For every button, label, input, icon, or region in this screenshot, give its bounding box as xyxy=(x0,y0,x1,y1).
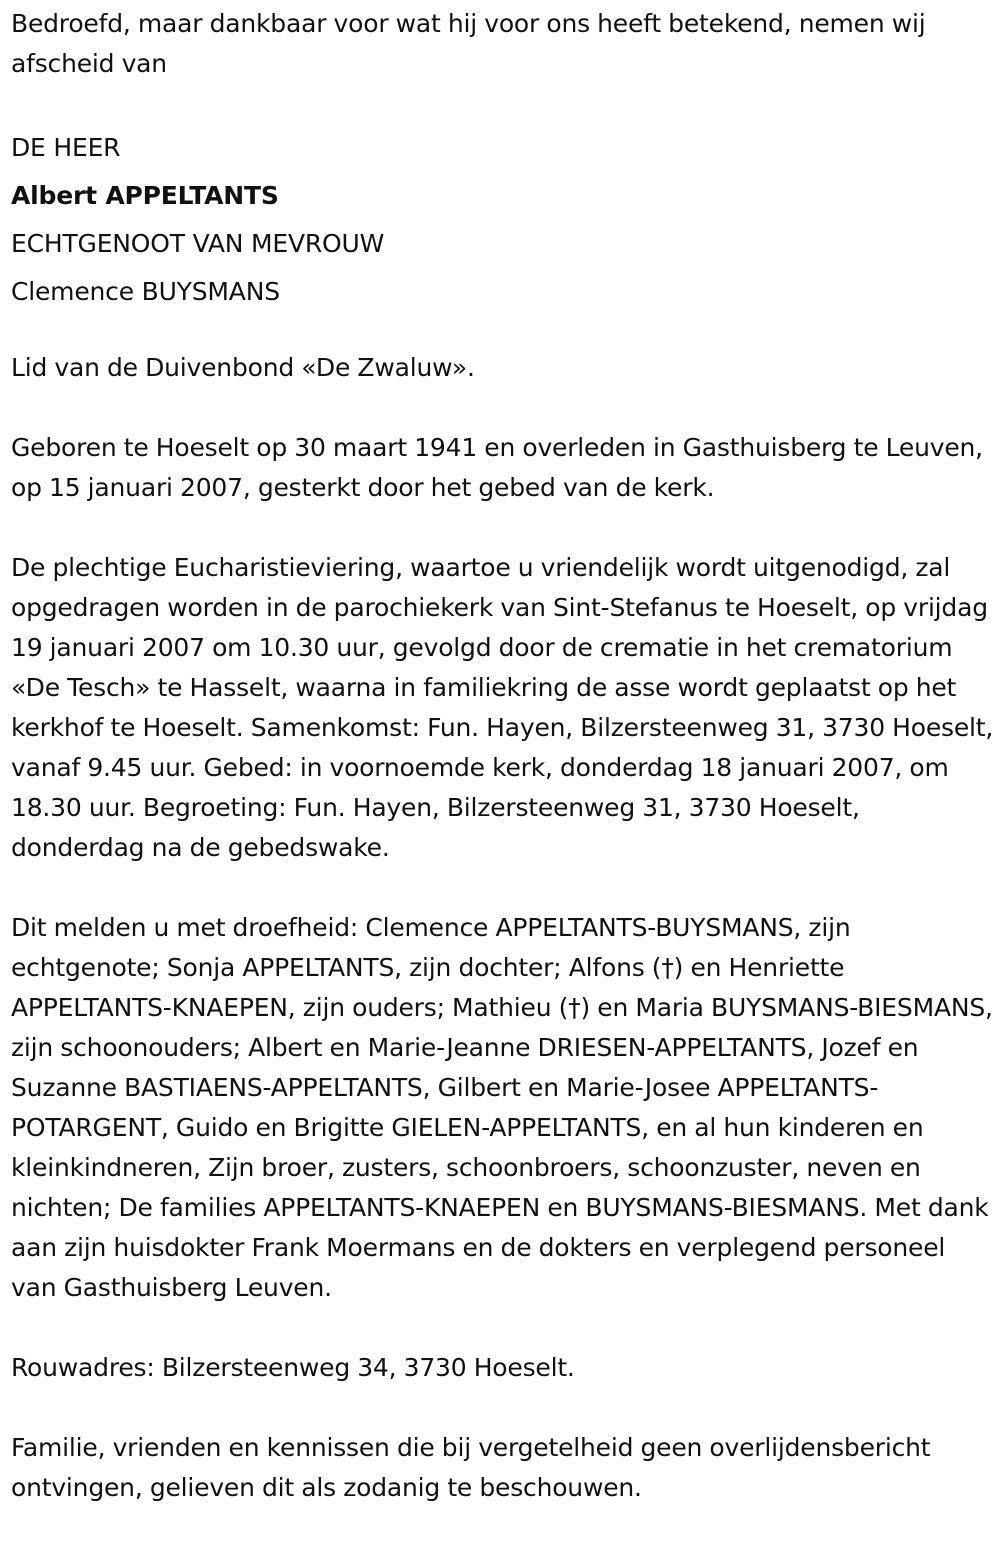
deceased-name: Albert APPELTANTS xyxy=(11,181,279,210)
intro-paragraph: Bedroefd, maar dankbaar voor wat hij voor ons heeft betekend, nemen wij afscheid van xyxy=(11,9,926,78)
spacer xyxy=(11,1388,997,1428)
spacer xyxy=(11,316,997,348)
family-paragraph: Dit melden u met droefheid: Clemence APPELTANTS-BUYSMANS, zijn echtgenote; Sonja APPELTANTS, zijn dochter; Alfons (†) en Henriette APPELTANTS-KNAEPEN, zijn ouders; Mathieu (†) en Maria BUYSMANS-BIESMANS, zijn schoonouders; Albert en Marie-Jeanne DRIESEN-APPELTANTS, Jozef en Suzanne BASTIAENS-APPELTANTS, Gilbert en Marie-Josee APPELTANTS-POTARGENT, Guido en Brigitte GIELEN-APPELTANTS, en al hun kinderen en kleinkindneren, Zijn broer, zusters, schoonbroers, schoonzuster, neven en nichten; De families APPELTANTS-KNAEPEN en BUYSMANS-BIESMANS. Met dank aan zijn huisdokter Frank Moermans en de dokters en verplegend personeel van Gasthuisberg Leuven. xyxy=(11,913,993,1302)
title-line: DE HEER xyxy=(11,133,121,162)
spouse-name: Clemence BUYSMANS xyxy=(11,277,280,306)
ceremony-paragraph: De plechtige Eucharistieviering, waartoe u vriendelijk wordt uitgenodigd, zal opgedragen worden in de parochiekerk van Sint-Stefanus te Hoeselt, op vrijdag 19 januari 2007 om 10.30 uur, gevolgd door de crematie in het crematorium «De Tesch» te Hasselt, waarna in familiekring de asse wordt geplaatst op het kerkhof te Hoeselt. Samenkomst: Fun. Hayen, Bilzersteenweg 31, 3730 Hoeselt, vanaf 9.45 uur. Gebed: in voornoemde kerk, donderdag 18 januari 2007, om 18.30 uur. Begroeting: Fun. Hayen, Bilzersteenweg 31, 3730 Hoeselt, donderdag na de gebedswake. xyxy=(11,553,994,862)
spouse-label: ECHTGENOOT VAN MEVROUW xyxy=(11,229,385,258)
mourning-address: Rouwadres: Bilzersteenweg 34, 3730 Hoeselt. xyxy=(11,1353,575,1382)
membership-paragraph: Lid van de Duivenbond «De Zwaluw». xyxy=(11,353,475,382)
spacer xyxy=(11,868,997,908)
spacer xyxy=(11,84,997,124)
obituary-notice xyxy=(11,4,997,1508)
closing-paragraph: Familie, vrienden en kennissen die bij vergetelheid geen overlijdensbericht ontvingen, gelieven dit als zodanig te beschouwen. xyxy=(11,1433,931,1502)
spacer xyxy=(11,1308,997,1348)
spacer xyxy=(11,388,997,428)
birth-death-paragraph: Geboren te Hoeselt op 30 maart 1941 en overleden in Gasthuisberg te Leuven, op 15 januari 2007, gesterkt door het gebed van de kerk. xyxy=(11,433,983,502)
spacer xyxy=(11,508,997,548)
